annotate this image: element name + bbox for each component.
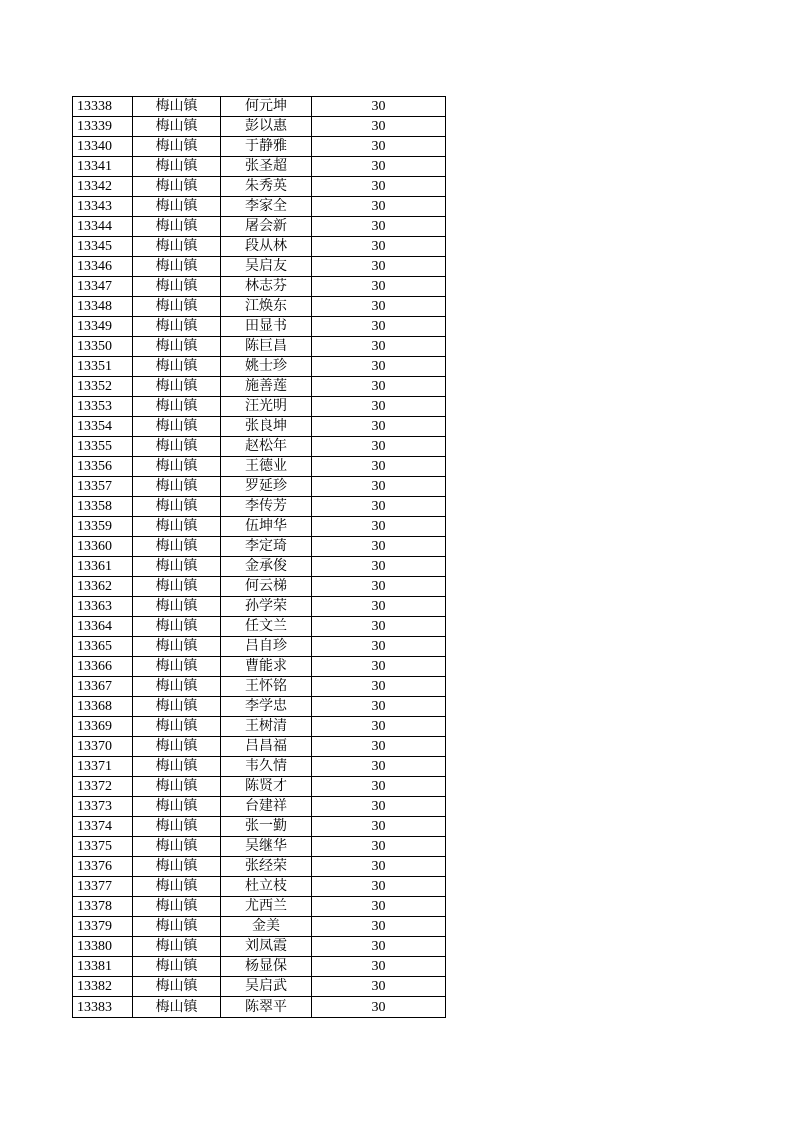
amount-cell: 30 (312, 357, 446, 377)
amount-cell: 30 (312, 257, 446, 277)
record-id-cell: 13383 (73, 997, 133, 1018)
name-cell: 陈巨昌 (221, 337, 312, 357)
table-row (73, 997, 446, 1018)
amount-cell: 30 (312, 997, 446, 1018)
record-id-cell: 13353 (73, 397, 133, 417)
amount-cell: 30 (312, 377, 446, 397)
table-row (73, 717, 446, 737)
table-row (73, 277, 446, 297)
record-id-cell: 13363 (73, 597, 133, 617)
table-row (73, 537, 446, 557)
record-id-cell: 13359 (73, 517, 133, 537)
amount-cell: 30 (312, 217, 446, 237)
amount-cell: 30 (312, 417, 446, 437)
table-row (73, 97, 446, 117)
table-row (73, 357, 446, 377)
table-row (73, 497, 446, 517)
record-id-cell: 13371 (73, 757, 133, 777)
amount-cell: 30 (312, 977, 446, 997)
name-cell: 吴继华 (221, 837, 312, 857)
amount-cell: 30 (312, 337, 446, 357)
table-row (73, 757, 446, 777)
record-id-cell: 13352 (73, 377, 133, 397)
name-cell: 张一勤 (221, 817, 312, 837)
record-id-cell: 13373 (73, 797, 133, 817)
amount-cell: 30 (312, 717, 446, 737)
town-cell: 梅山镇 (133, 337, 221, 357)
table-row (73, 777, 446, 797)
town-cell: 梅山镇 (133, 597, 221, 617)
name-cell: 张经荣 (221, 857, 312, 877)
amount-cell: 30 (312, 777, 446, 797)
record-id-cell: 13345 (73, 237, 133, 257)
table-row (73, 477, 446, 497)
name-cell: 吕自珍 (221, 637, 312, 657)
name-cell: 田显书 (221, 317, 312, 337)
table-row (73, 377, 446, 397)
table-row (73, 257, 446, 277)
name-cell: 施善莲 (221, 377, 312, 397)
name-cell: 金美 (221, 917, 312, 937)
name-cell: 姚士珍 (221, 357, 312, 377)
amount-cell: 30 (312, 157, 446, 177)
table-row (73, 317, 446, 337)
amount-cell: 30 (312, 557, 446, 577)
record-id-cell: 13368 (73, 697, 133, 717)
amount-cell: 30 (312, 817, 446, 837)
town-cell: 梅山镇 (133, 737, 221, 757)
record-id-cell: 13349 (73, 317, 133, 337)
table-row (73, 977, 446, 997)
name-cell: 李定琦 (221, 537, 312, 557)
amount-cell: 30 (312, 137, 446, 157)
record-id-cell: 13366 (73, 657, 133, 677)
town-cell: 梅山镇 (133, 317, 221, 337)
amount-cell: 30 (312, 617, 446, 637)
record-id-cell: 13354 (73, 417, 133, 437)
name-cell: 李传芳 (221, 497, 312, 517)
name-cell: 屠会新 (221, 217, 312, 237)
record-id-cell: 13344 (73, 217, 133, 237)
name-cell: 罗延珍 (221, 477, 312, 497)
name-cell: 伍坤华 (221, 517, 312, 537)
record-id-cell: 13382 (73, 977, 133, 997)
table-row (73, 337, 446, 357)
amount-cell: 30 (312, 957, 446, 977)
amount-cell: 30 (312, 897, 446, 917)
record-id-cell: 13374 (73, 817, 133, 837)
name-cell: 张圣超 (221, 157, 312, 177)
record-id-cell: 13338 (73, 97, 133, 117)
table-row (73, 957, 446, 977)
town-cell: 梅山镇 (133, 817, 221, 837)
table-row (73, 157, 446, 177)
amount-cell: 30 (312, 237, 446, 257)
town-cell: 梅山镇 (133, 497, 221, 517)
amount-cell: 30 (312, 757, 446, 777)
record-id-cell: 13375 (73, 837, 133, 857)
record-id-cell: 13377 (73, 877, 133, 897)
name-cell: 赵松年 (221, 437, 312, 457)
name-cell: 任文兰 (221, 617, 312, 637)
town-cell: 梅山镇 (133, 997, 221, 1018)
town-cell: 梅山镇 (133, 977, 221, 997)
record-id-cell: 13339 (73, 117, 133, 137)
name-cell: 何元坤 (221, 97, 312, 117)
amount-cell: 30 (312, 297, 446, 317)
record-id-cell: 13361 (73, 557, 133, 577)
table-row (73, 197, 446, 217)
name-cell: 王树清 (221, 717, 312, 737)
town-cell: 梅山镇 (133, 237, 221, 257)
name-cell: 曹能求 (221, 657, 312, 677)
name-cell: 吕昌福 (221, 737, 312, 757)
record-id-cell: 13356 (73, 457, 133, 477)
town-cell: 梅山镇 (133, 857, 221, 877)
name-cell: 林志芬 (221, 277, 312, 297)
amount-cell: 30 (312, 737, 446, 757)
name-cell: 段从林 (221, 237, 312, 257)
table-row (73, 177, 446, 197)
town-cell: 梅山镇 (133, 97, 221, 117)
town-cell: 梅山镇 (133, 357, 221, 377)
record-id-cell: 13360 (73, 537, 133, 557)
amount-cell: 30 (312, 317, 446, 337)
record-id-cell: 13340 (73, 137, 133, 157)
town-cell: 梅山镇 (133, 277, 221, 297)
table-row (73, 917, 446, 937)
town-cell: 梅山镇 (133, 897, 221, 917)
name-cell: 江焕东 (221, 297, 312, 317)
record-id-cell: 13364 (73, 617, 133, 637)
name-cell: 汪光明 (221, 397, 312, 417)
amount-cell: 30 (312, 517, 446, 537)
town-cell: 梅山镇 (133, 157, 221, 177)
town-cell: 梅山镇 (133, 177, 221, 197)
town-cell: 梅山镇 (133, 477, 221, 497)
record-id-cell: 13347 (73, 277, 133, 297)
town-cell: 梅山镇 (133, 417, 221, 437)
table-row (73, 817, 446, 837)
table-row (73, 517, 446, 537)
record-id-cell: 13376 (73, 857, 133, 877)
name-cell: 朱秀英 (221, 177, 312, 197)
name-cell: 何云梯 (221, 577, 312, 597)
town-cell: 梅山镇 (133, 117, 221, 137)
record-id-cell: 13351 (73, 357, 133, 377)
table-row (73, 617, 446, 637)
name-cell: 王德业 (221, 457, 312, 477)
town-cell: 梅山镇 (133, 257, 221, 277)
name-cell: 杨显保 (221, 957, 312, 977)
name-cell: 王怀铭 (221, 677, 312, 697)
amount-cell: 30 (312, 597, 446, 617)
amount-cell: 30 (312, 837, 446, 857)
table-row (73, 797, 446, 817)
town-cell: 梅山镇 (133, 937, 221, 957)
table-row (73, 237, 446, 257)
amount-cell: 30 (312, 697, 446, 717)
name-cell: 李学忠 (221, 697, 312, 717)
table-row (73, 457, 446, 477)
town-cell: 梅山镇 (133, 837, 221, 857)
town-cell: 梅山镇 (133, 197, 221, 217)
town-cell: 梅山镇 (133, 577, 221, 597)
town-cell: 梅山镇 (133, 637, 221, 657)
town-cell: 梅山镇 (133, 697, 221, 717)
amount-cell: 30 (312, 177, 446, 197)
table-row (73, 657, 446, 677)
town-cell: 梅山镇 (133, 457, 221, 477)
amount-cell: 30 (312, 497, 446, 517)
table-row (73, 137, 446, 157)
town-cell: 梅山镇 (133, 797, 221, 817)
record-id-cell: 13381 (73, 957, 133, 977)
town-cell: 梅山镇 (133, 217, 221, 237)
town-cell: 梅山镇 (133, 757, 221, 777)
table-row (73, 697, 446, 717)
records-table-body (73, 97, 446, 1018)
record-id-cell: 13355 (73, 437, 133, 457)
town-cell: 梅山镇 (133, 877, 221, 897)
record-id-cell: 13365 (73, 637, 133, 657)
name-cell: 吴启友 (221, 257, 312, 277)
town-cell: 梅山镇 (133, 397, 221, 417)
table-row (73, 557, 446, 577)
record-id-cell: 13370 (73, 737, 133, 757)
amount-cell: 30 (312, 477, 446, 497)
town-cell: 梅山镇 (133, 957, 221, 977)
records-table (72, 96, 446, 1018)
name-cell: 尤西兰 (221, 897, 312, 917)
table-row (73, 857, 446, 877)
table-row (73, 897, 446, 917)
amount-cell: 30 (312, 857, 446, 877)
table-row (73, 877, 446, 897)
amount-cell: 30 (312, 537, 446, 557)
table-row (73, 737, 446, 757)
town-cell: 梅山镇 (133, 557, 221, 577)
name-cell: 台建祥 (221, 797, 312, 817)
table-row (73, 117, 446, 137)
amount-cell: 30 (312, 117, 446, 137)
name-cell: 李家全 (221, 197, 312, 217)
record-id-cell: 13346 (73, 257, 133, 277)
name-cell: 张良坤 (221, 417, 312, 437)
name-cell: 吴启武 (221, 977, 312, 997)
table-row (73, 397, 446, 417)
town-cell: 梅山镇 (133, 377, 221, 397)
record-id-cell: 13362 (73, 577, 133, 597)
name-cell: 刘凤霞 (221, 937, 312, 957)
record-id-cell: 13341 (73, 157, 133, 177)
amount-cell: 30 (312, 277, 446, 297)
table-row (73, 597, 446, 617)
record-id-cell: 13372 (73, 777, 133, 797)
record-id-cell: 13367 (73, 677, 133, 697)
amount-cell: 30 (312, 797, 446, 817)
record-id-cell: 13350 (73, 337, 133, 357)
amount-cell: 30 (312, 637, 446, 657)
record-id-cell: 13348 (73, 297, 133, 317)
town-cell: 梅山镇 (133, 137, 221, 157)
town-cell: 梅山镇 (133, 517, 221, 537)
amount-cell: 30 (312, 877, 446, 897)
amount-cell: 30 (312, 677, 446, 697)
table-row (73, 577, 446, 597)
amount-cell: 30 (312, 97, 446, 117)
name-cell: 陈贤才 (221, 777, 312, 797)
record-id-cell: 13358 (73, 497, 133, 517)
amount-cell: 30 (312, 917, 446, 937)
town-cell: 梅山镇 (133, 537, 221, 557)
amount-cell: 30 (312, 197, 446, 217)
record-id-cell: 13380 (73, 937, 133, 957)
table-row (73, 437, 446, 457)
town-cell: 梅山镇 (133, 917, 221, 937)
town-cell: 梅山镇 (133, 437, 221, 457)
record-id-cell: 13357 (73, 477, 133, 497)
amount-cell: 30 (312, 437, 446, 457)
amount-cell: 30 (312, 657, 446, 677)
table-row (73, 417, 446, 437)
record-id-cell: 13343 (73, 197, 133, 217)
table-row (73, 297, 446, 317)
record-id-cell: 13378 (73, 897, 133, 917)
amount-cell: 30 (312, 937, 446, 957)
table-row (73, 217, 446, 237)
name-cell: 于静雅 (221, 137, 312, 157)
name-cell: 杜立枝 (221, 877, 312, 897)
record-id-cell: 13379 (73, 917, 133, 937)
town-cell: 梅山镇 (133, 617, 221, 637)
amount-cell: 30 (312, 577, 446, 597)
town-cell: 梅山镇 (133, 657, 221, 677)
record-id-cell: 13369 (73, 717, 133, 737)
amount-cell: 30 (312, 397, 446, 417)
town-cell: 梅山镇 (133, 717, 221, 737)
record-id-cell: 13342 (73, 177, 133, 197)
table-row (73, 937, 446, 957)
town-cell: 梅山镇 (133, 777, 221, 797)
amount-cell: 30 (312, 457, 446, 477)
name-cell: 孙学荣 (221, 597, 312, 617)
table-row (73, 637, 446, 657)
name-cell: 陈翠平 (221, 997, 312, 1018)
name-cell: 彭以惠 (221, 117, 312, 137)
town-cell: 梅山镇 (133, 677, 221, 697)
name-cell: 韦久情 (221, 757, 312, 777)
table-row (73, 837, 446, 857)
table-row (73, 677, 446, 697)
name-cell: 金承俊 (221, 557, 312, 577)
town-cell: 梅山镇 (133, 297, 221, 317)
